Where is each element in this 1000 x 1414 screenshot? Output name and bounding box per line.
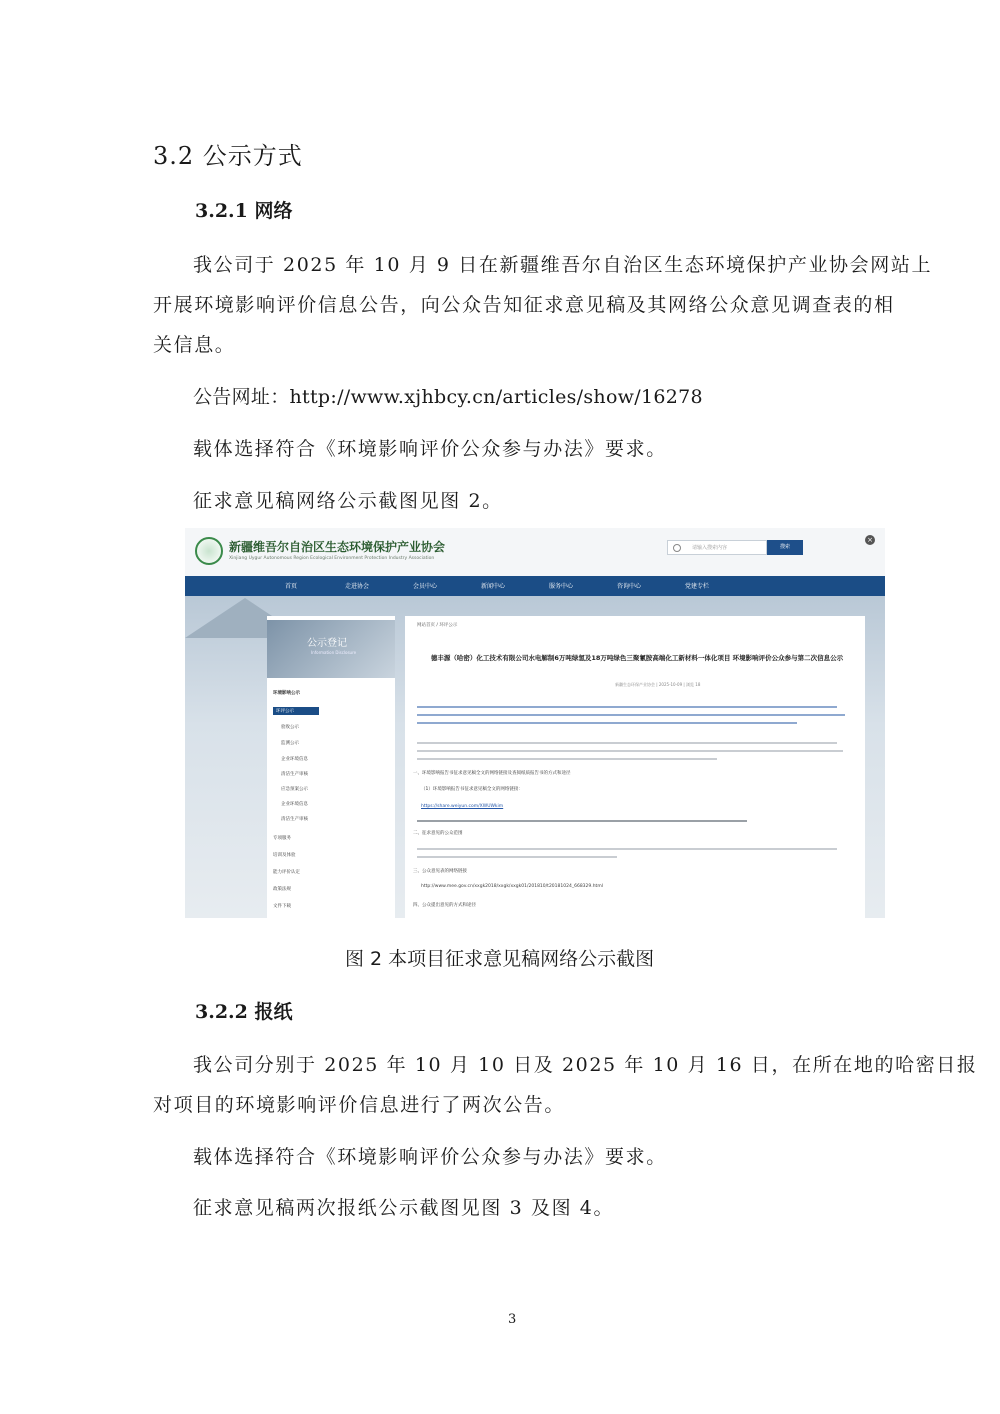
article-section-heading: 四、公众提出意见的方式和途径	[413, 903, 476, 908]
announcement-url: 公告网址：http://www.xjhbcy.cn/articles/show/16278	[193, 386, 703, 408]
site-subtitle: Xinjiang Uygur Autonomous Region Ecological Environment Protection Industry Association	[229, 556, 435, 561]
article-link: https://share.weiyun.com/XWUWkim	[421, 804, 504, 809]
paragraph-line: 关信息。	[153, 334, 236, 356]
section-heading-3-2: 3.2 公示方式	[153, 142, 303, 170]
sidebar-item: 监测公示	[281, 741, 299, 746]
article-section-heading: 三、公众意见表的网络链接	[413, 869, 467, 874]
article-link: http://www.mee.gov.cn/xxgk2018/xxgk/xxgk01/201810/t20181024_668329.html	[421, 884, 603, 889]
figure-caption: 图 2 本项目征求意见稿网络公示截图	[345, 948, 655, 970]
paragraph-line: 对项目的环境影响评价信息进行了两次公告。	[153, 1094, 566, 1116]
figure-reference: 征求意见稿网络公示截图见图 2。	[193, 490, 503, 512]
section-heading-3-2-1: 3.2.1 网络	[195, 200, 293, 222]
sidebar-item: 培训及体验	[273, 853, 296, 858]
text-line	[417, 750, 843, 752]
paragraph-line: 我公司分别于 2025 年 10 月 10 日及 2025 年 10 月 16 日，在所在地的哈密日报	[193, 1054, 978, 1076]
nav-item: 首页	[285, 583, 298, 590]
nav-item: 服务中心	[549, 583, 574, 590]
sidebar-item: 政策法规	[273, 887, 291, 892]
site-search-input: 请输入搜索内容	[667, 540, 767, 555]
text-line	[417, 848, 837, 850]
sidebar-subtitle: Information Disclosure	[311, 650, 357, 655]
carrier-statement: 载体选择符合《环境影响评价公众参与办法》要求。	[193, 438, 667, 460]
text-line	[417, 742, 837, 744]
article-section-heading: 一、环境影响报告书征求意见稿全文的网络链接及查阅纸质报告书的方式和途径	[413, 771, 571, 776]
article-paragraph: （1）环境影响报告书征求意见稿全文的网络链接：	[421, 787, 523, 792]
close-icon: ×	[865, 535, 875, 545]
section-heading-3-2-2: 3.2.2 报纸	[195, 1001, 293, 1023]
site-nav-bar	[185, 576, 885, 596]
sidebar-header	[267, 620, 395, 678]
nav-item: 走进协会	[345, 583, 370, 590]
sidebar-item: 清洁生产审核	[281, 772, 308, 777]
article-meta: 新疆生态环保产业协会 | 2025-10-09 | 浏览 18	[615, 682, 701, 687]
sidebar-title: 公示登记	[307, 638, 347, 649]
text-line	[417, 758, 717, 760]
sidebar-item: 应急预案公示	[281, 787, 308, 792]
figure-reference: 征求意见稿两次报纸公示截图见图 3 及图 4。	[193, 1197, 615, 1219]
text-line	[417, 820, 747, 822]
breadcrumb: 网站首页 / 环评公示	[417, 623, 458, 628]
text-line	[417, 714, 845, 716]
search-icon	[673, 544, 681, 552]
sidebar-item: 环评公示	[273, 707, 319, 715]
sidebar-group-label: 环境影响公示	[273, 691, 300, 696]
nav-item: 会员中心	[413, 583, 438, 590]
website-screenshot-figure	[185, 528, 885, 918]
sidebar-item: 专项服务	[273, 836, 291, 841]
text-line	[417, 706, 837, 708]
nav-item: 咨询中心	[617, 583, 642, 590]
sidebar-item: 文件下载	[273, 904, 291, 909]
paragraph-line: 我公司于 2025 年 10 月 9 日在新疆维吾尔自治区生态环境保护产业协会网站上	[193, 254, 933, 276]
nav-item: 新闻中心	[481, 583, 506, 590]
sidebar-item: 验收公示	[281, 725, 299, 730]
page-number: 3	[508, 1312, 517, 1327]
site-title: 新疆维吾尔自治区生态环境保护产业协会	[229, 540, 446, 554]
sidebar-item: 企业环境信息	[281, 802, 308, 807]
sidebar-item: 企业环境信息	[281, 757, 308, 762]
text-line	[417, 856, 617, 858]
carrier-statement: 载体选择符合《环境影响评价公众参与办法》要求。	[193, 1146, 667, 1168]
nav-item: 党建专栏	[685, 583, 710, 590]
article-title: 德丰源（哈密）化工技术有限公司水电解制6万吨绿氢及18万吨绿色三聚氰胺高端化工新材料一体化项目 环境影响评价公众参与第二次信息公示	[430, 654, 844, 662]
site-search-button: 搜索	[767, 540, 803, 555]
text-line	[417, 722, 797, 724]
association-logo-icon	[195, 537, 223, 565]
sidebar-item: 清洁生产审核	[281, 817, 308, 822]
sidebar-item: 能力评价认定	[273, 870, 300, 875]
paragraph-line: 开展环境影响评价信息公告，向公众告知征求意见稿及其网络公众意见调查表的相	[153, 294, 895, 316]
article-section-heading: 二、征求意见的公众范围	[413, 831, 463, 836]
